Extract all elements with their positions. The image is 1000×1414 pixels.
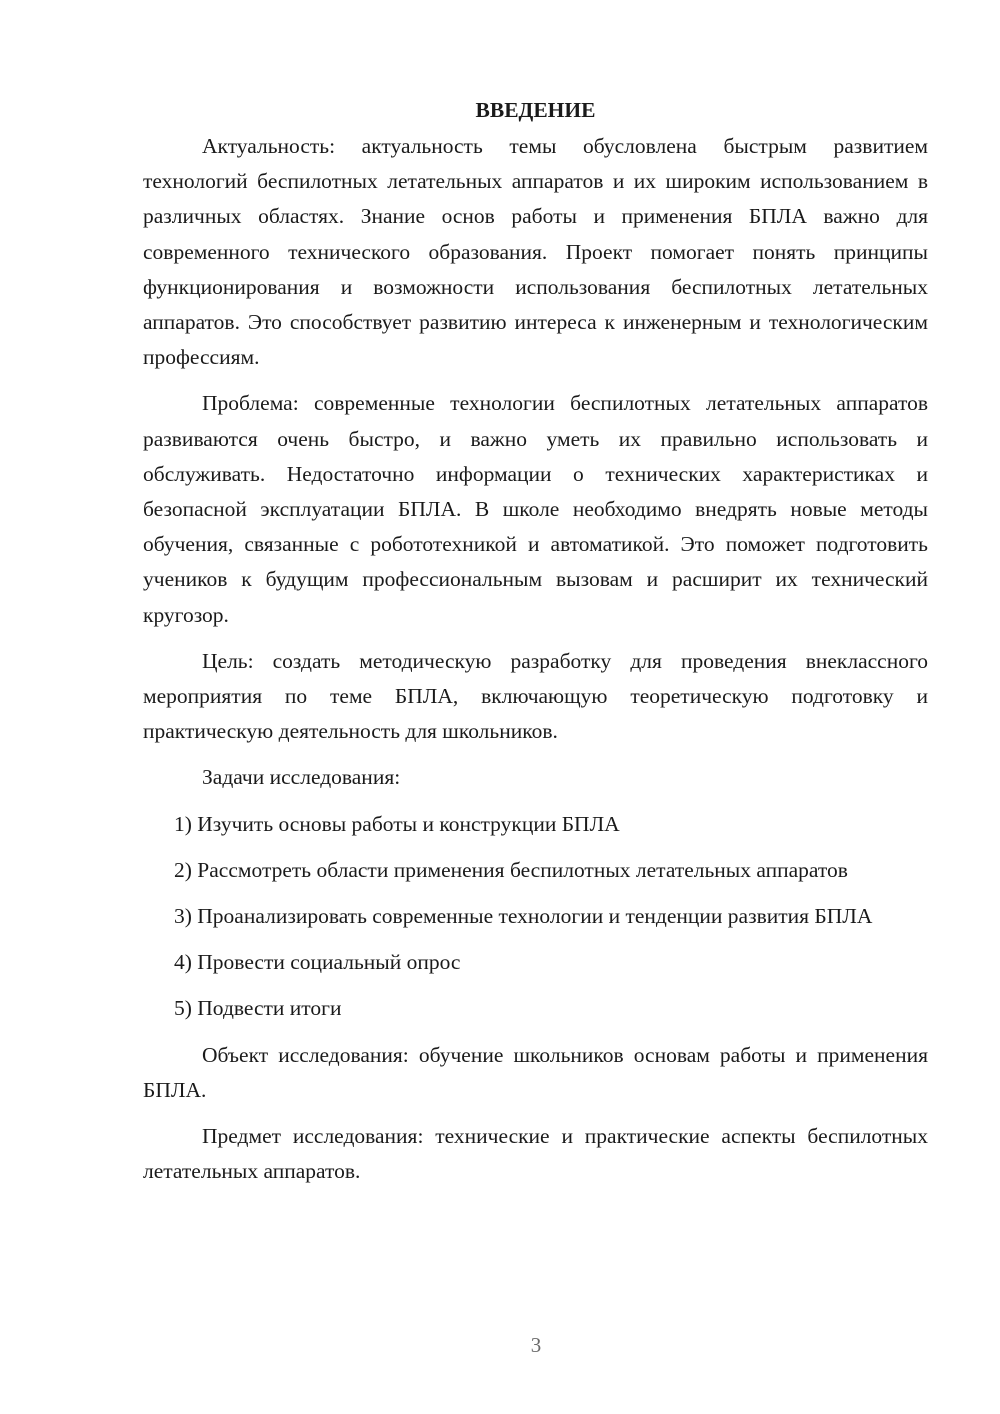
page-number: 3 (530, 1333, 542, 1357)
task-item-5: 5) Подвести итоги (174, 996, 342, 1021)
task-item-2: 2) Рассмотреть области применения беспилотных летательных аппаратов (174, 857, 848, 882)
task-item-1: 1) Изучить основы работы и конструкции БПЛА (174, 811, 620, 836)
paragraph-goal: Цель: создать методическую разработку для проведения внеклассного мероприятия по теме БПЛА, включающую теоретическую подготовку и практическую деятельность для школьников. (143, 648, 928, 744)
paragraph-subject: Предмет исследования: технические и практические аспекты беспилотных летательных аппаратов. (143, 1124, 928, 1184)
paragraph-relevance: Актуальность: актуальность темы обусловлена быстрым развитием технологий беспилотных летательных аппаратов и их широким использованием в различных областях. Знание основ работы и применения БПЛА важно для современного технического образования. Проект помогает понять принципы функционирования и возможности использования беспилотных летательных аппаратов. Это способствует развитию интереса к инженерным и технологическим профессиям. (143, 134, 928, 370)
document-page (143, 95, 928, 1200)
task-item-4: 4) Провести социальный опрос (174, 950, 461, 975)
paragraph-object: Объект исследования: обучение школьников основам работы и применения БПЛА. (143, 1042, 928, 1102)
task-item-3: 3) Проанализировать современные технологии и тенденции развития БПЛА (174, 904, 873, 929)
page-title: ВВЕДЕНИЕ (475, 98, 596, 122)
paragraph-tasks-heading: Задачи исследования: (202, 765, 401, 790)
paragraph-problem: Проблема: современные технологии беспилотных летательных аппаратов развиваются очень быстро, и важно уметь их правильно использовать и обслуживать. Недостаточно информации о технических характеристиках и безопасной эксплуатации БПЛА. В школе необходимо внедрять новые методы обучения, связанные с робототехникой и автоматикой. Это поможет подготовить учеников к будущим профессиональным вызовам и расширит их технический кругозор. (143, 391, 928, 627)
